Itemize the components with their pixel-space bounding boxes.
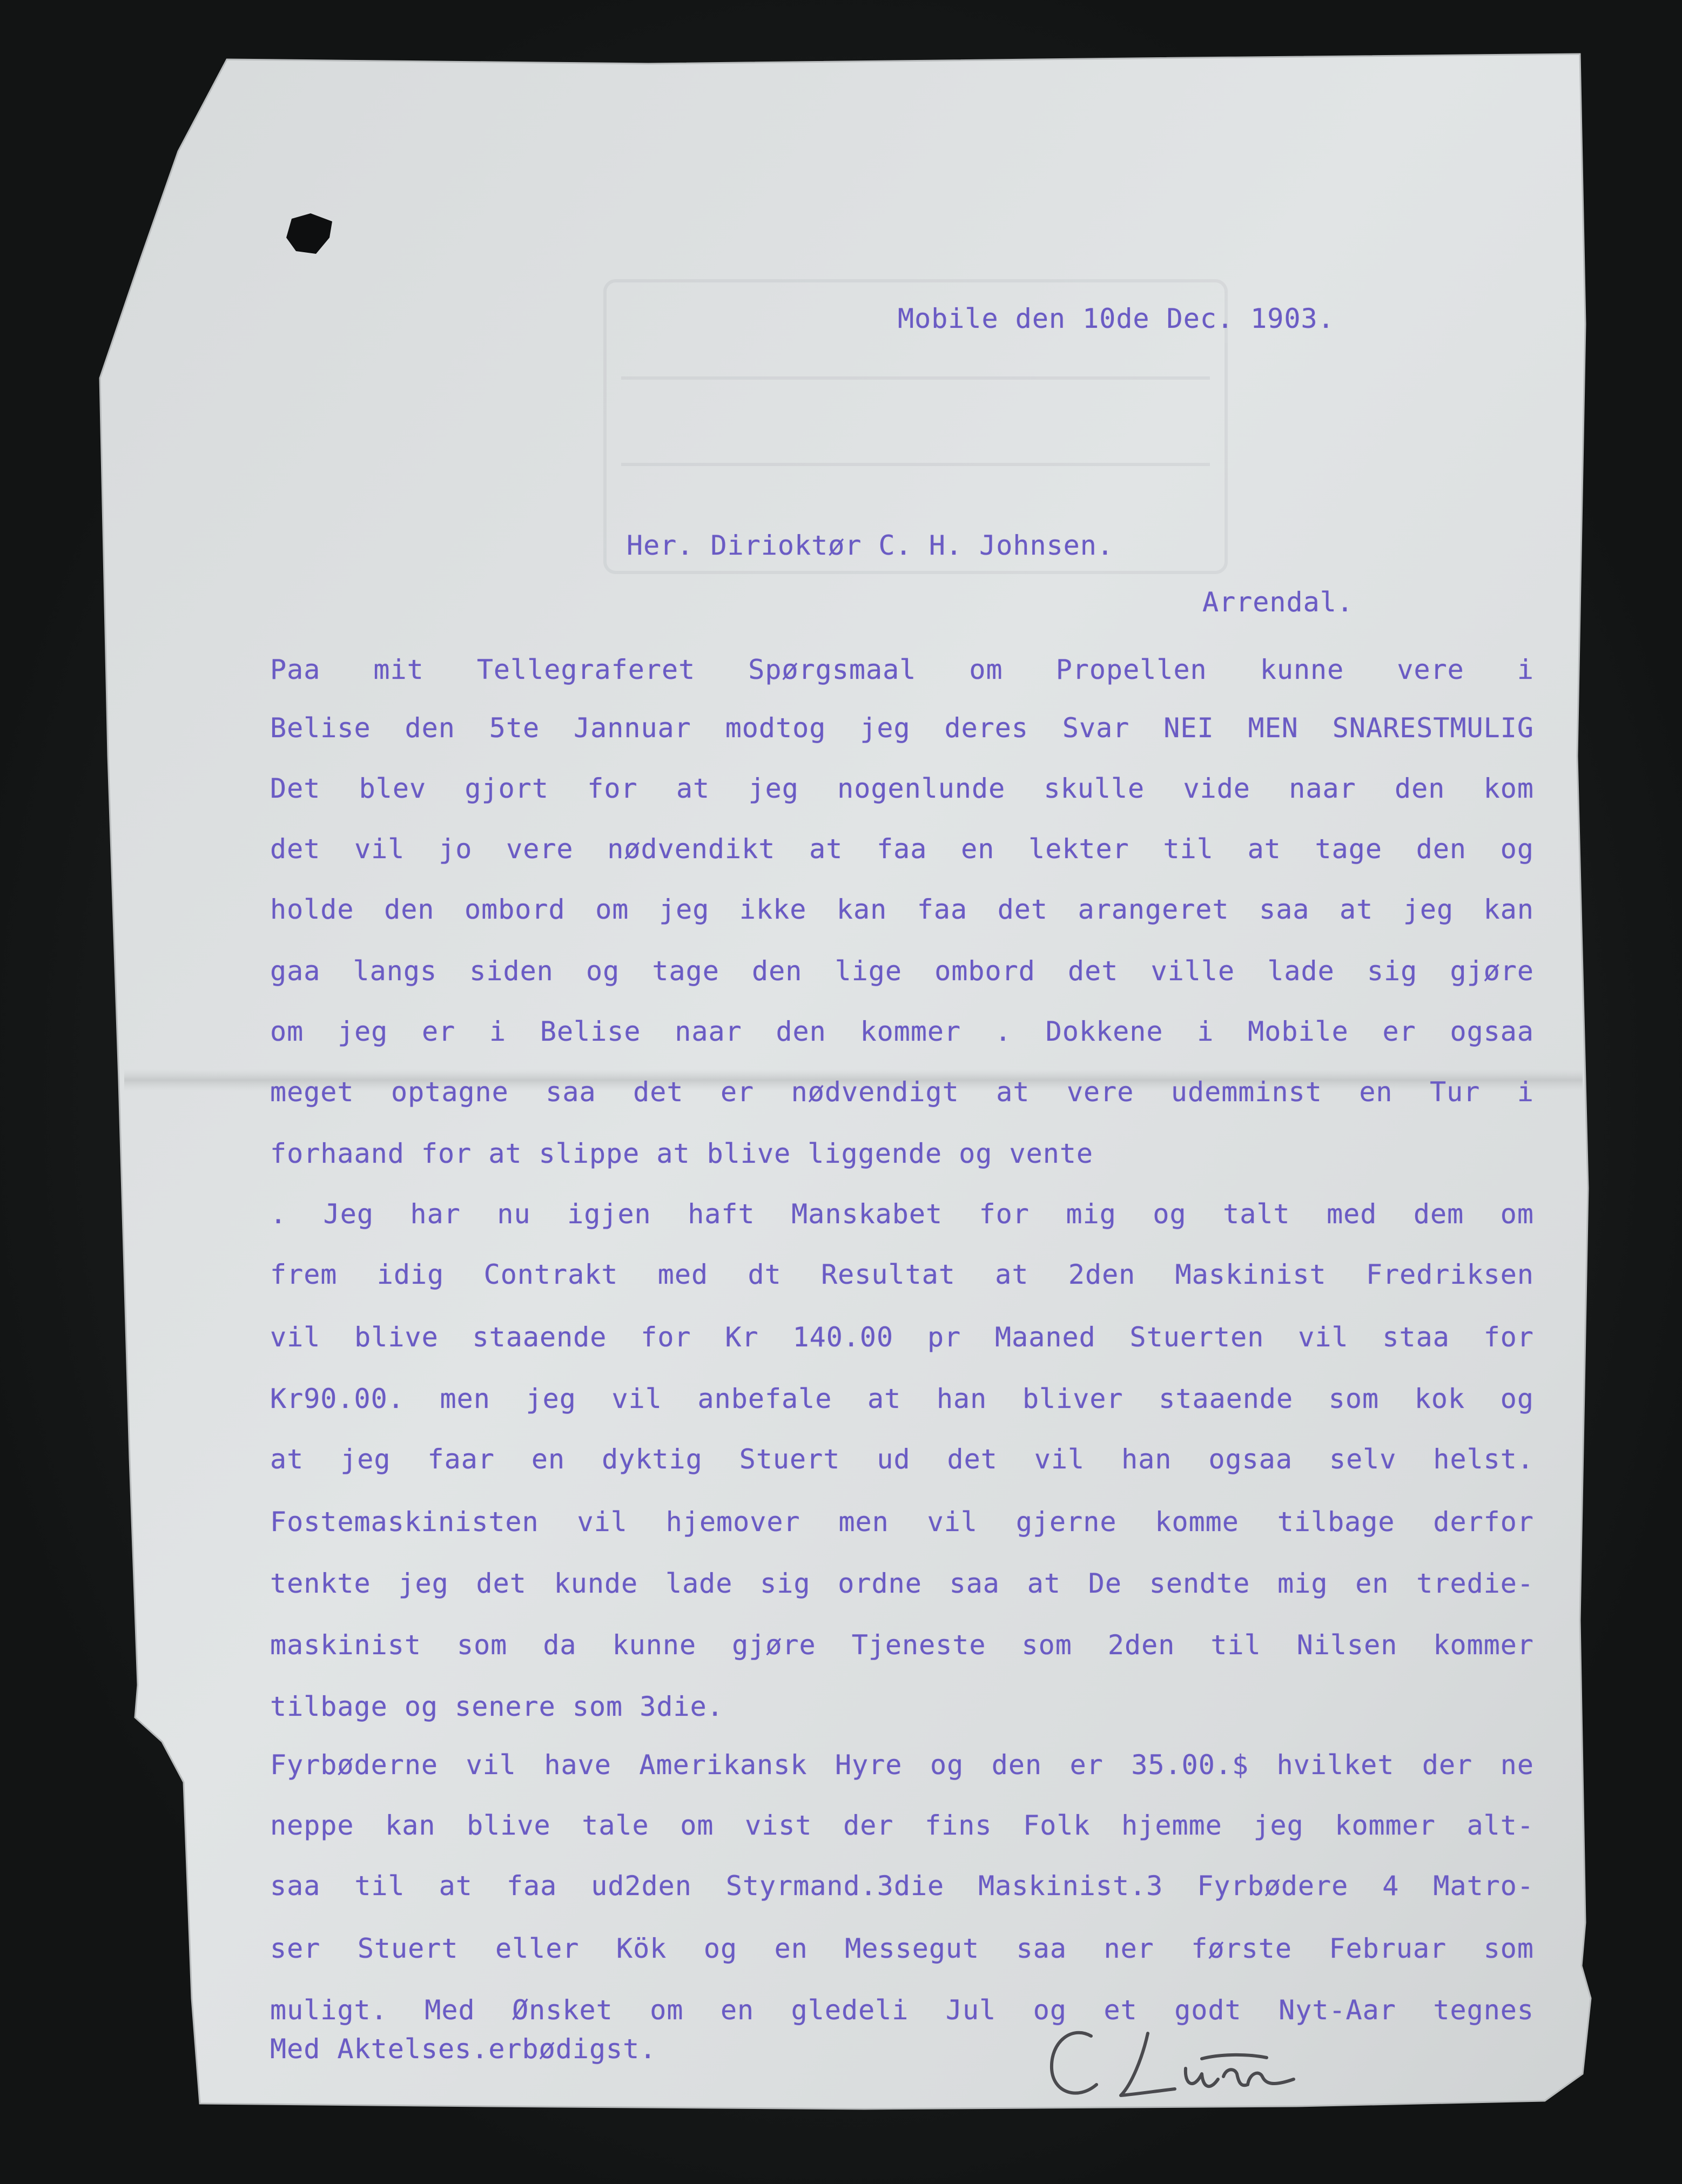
body-line-10: . Jeg har nu igjen haft Manskabet for mig og talt med dem om [270, 1198, 1534, 1230]
body-line-1: Paa mit Tellegraferet Spørgsmaal om Propellen kunne vere i [270, 654, 1534, 685]
body-line-18: tilbage og senere som 3die. [270, 1691, 724, 1722]
body-line-6: gaa langs siden og tage den lige ombord det ville lade sig gjøre [270, 955, 1534, 987]
body-line-12: vil blive staaende for Kr 140.00 pr Maaned Stuerten vil staa for [270, 1322, 1534, 1353]
body-line-2: Belise den 5te Jannuar modtog jeg deres Svar NEI MEN SNARESTMULIG [270, 712, 1534, 744]
body-line-23: muligt. Med Ønsket om en gledeli Jul og et godt Nyt-Aar tegnes [270, 1994, 1534, 2026]
body-line-24: Med Aktelses.erbødigst. [270, 2033, 657, 2065]
place-line: Arrendal. [1202, 587, 1354, 618]
body-line-9: forhaand for at slippe at blive liggende og vente [270, 1138, 1094, 1169]
body-line-17: maskinist som da kunne gjøre Tjeneste som 2den til Nilsen kommer [270, 1629, 1534, 1661]
body-line-4: det vil jo vere nødvendikt at faa en lekter til at tage den og [270, 833, 1534, 865]
body-line-14: at jeg faar en dyktig Stuert ud det vil han ogsaa selv helst. [270, 1444, 1534, 1475]
recipient-line: Her. Dirioktør C. H. Johnsen. [627, 530, 1114, 561]
body-line-5: holde den ombord om jeg ikke kan faa det arangeret saa at jeg kan [270, 894, 1534, 925]
body-line-3: Det blev gjort for at jeg nogenlunde skulle vide naar den kom [270, 773, 1534, 804]
body-line-19: Fyrbøderne vil have Amerikansk Hyre og den er 35.00.$ hvilket der ne [270, 1749, 1534, 1781]
body-line-15: Fostemaskinisten vil hjemover men vil gjerne komme tilbage derfor [270, 1506, 1534, 1538]
body-line-20: neppe kan blive tale om vist der fins Folk hjemme jeg kommer alt- [270, 1810, 1534, 1841]
body-line-16: tenkte jeg det kunde lade sig ordne saa at De sendte mig en tredie- [270, 1568, 1534, 1599]
body-line-11: frem idig Contrakt med dt Resultat at 2den Maskinist Fredriksen [270, 1259, 1534, 1290]
body-line-7: om jeg er i Belise naar den kommer . Dokkene i Mobile er ogsaa [270, 1016, 1534, 1047]
date-line: Mobile den 10de Dec. 1903. [898, 303, 1335, 334]
body-line-8: meget optagne saa det er nødvendigt at vere udemminst en Tur i [270, 1076, 1534, 1108]
body-line-22: ser Stuert eller Kök og en Messegut saa ner første Februar som [270, 1933, 1534, 1964]
signature [1040, 2020, 1342, 2112]
body-line-13: Kr90.00. men jeg vil anbefale at han bliver staaende som kok og [270, 1383, 1534, 1414]
body-line-21: saa til at faa ud2den Styrmand.3die Maskinist.3 Fyrbødere 4 Matro- [270, 1870, 1534, 1902]
